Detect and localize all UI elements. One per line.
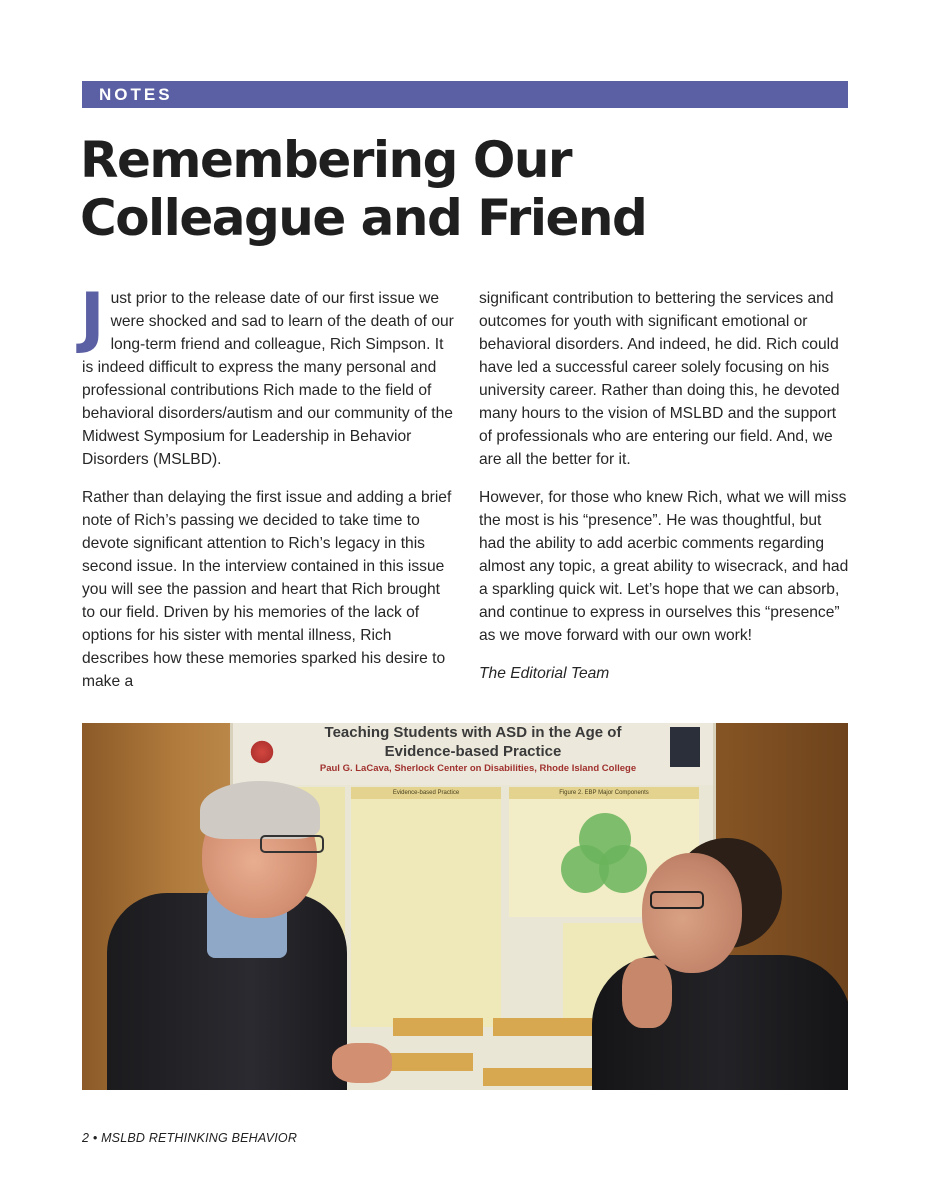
paragraph-4: However, for those who knew Rich, what we will miss the most is his “presence”. He was thoughtful, but had the ability to add acerbic comments regarding almost any topic, a great ability to wisecrack, and had a sparkling quick wit. Let’s hope that we can absorb, and continue to express in ourselves this “presence” as we move forward with our own work!: [479, 489, 849, 644]
person-left-hand: [332, 1043, 392, 1083]
poster-flow-box: [393, 1018, 483, 1036]
poster-author: Paul G. LaCava, Sherlock Center on Disabilities, Rhode Island College: [319, 763, 637, 774]
title-line-2: Colleague and Friend: [80, 189, 647, 247]
article-column-left: [80, 279, 454, 708]
title-line-1: Remembering Our: [80, 131, 572, 189]
paragraph-2: Rather than delaying the first issue and adding a brief note of Rich’s passing we decided to take time to devote significant attention to Rich’s legacy in this second issue. In the interview contained in this issue you will see the passion and heart that Rich brought to our field. Driven by his memories of the lack of options for his sister with mental illness, Rich describes how these memories sparked his desire to make a: [82, 489, 452, 690]
glasses-icon: [260, 835, 324, 853]
poster-panel-center: [351, 787, 501, 1027]
college-logo-icon: [249, 739, 275, 765]
paragraph-1-text: ust prior to the release date of our first issue we were shocked and sad to learn of the death of our long-term friend and colleague, Rich Simpson. It is indeed difficult to express the many personal and professional contributions Rich made to the field of behavioral disorders/autism and our community of the Midwest Symposium for Leadership in Behavior Disorders (MSLBD).: [82, 290, 454, 468]
page-footer: 2 • MSLBD RETHINKING BEHAVIOR: [82, 1131, 298, 1145]
lighthouse-logo-icon: [670, 727, 700, 767]
poster-panel-heading: Evidence-based Practice: [351, 787, 501, 799]
article-column-right: [479, 287, 851, 700]
glasses-icon: [650, 891, 704, 909]
paragraph-1: [80, 279, 454, 471]
paragraph-3: significant contribution to bettering the services and outcomes for youth with significant emotional or behavioral disorders. And indeed, he did. Rich could have led a successful career solely focusing on his university career. Rather than doing this, he devoted many hours to the vision of MSLBD and the support of professionals who are entering our field. And, we are all the better for it.: [479, 290, 840, 468]
poster-title: [293, 723, 653, 761]
drop-cap: J: [80, 279, 105, 356]
person-left-hair: [200, 781, 320, 839]
poster-flow-box: [483, 1068, 593, 1086]
person-right-head: [642, 853, 742, 973]
poster-header: [233, 723, 713, 785]
article-photo: [82, 723, 848, 1090]
section-label: NOTES: [82, 81, 848, 108]
signoff: The Editorial Team: [479, 665, 610, 682]
venn-circle: [599, 845, 647, 893]
person-right-hand: [622, 958, 672, 1028]
poster-title-line-2: Evidence-based Practice: [384, 743, 562, 760]
article-title: [80, 131, 840, 247]
poster-figure-heading: Figure 2. EBP Major Components: [509, 787, 699, 799]
poster-title-line-1: Teaching Students with ASD in the Age of: [324, 724, 622, 741]
